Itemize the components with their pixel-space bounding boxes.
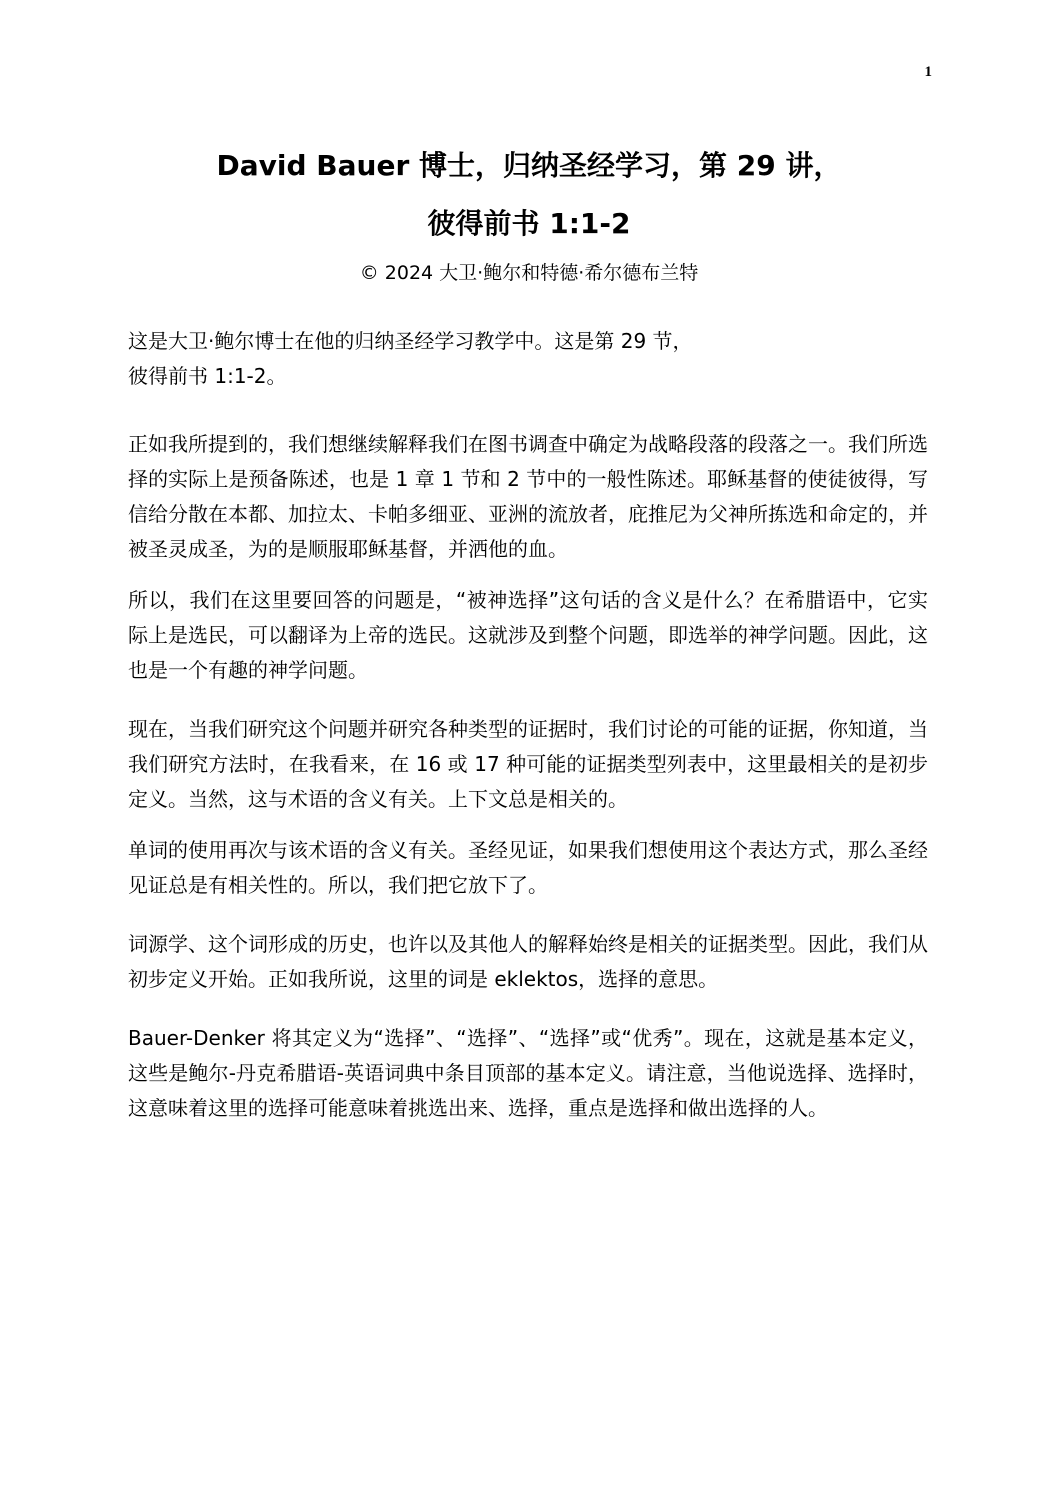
page-number: 1 <box>924 64 932 80</box>
body-paragraph-3: 现在，当我们研究这个问题并研究各种类型的证据时，我们讨论的可能的证据，你知道，当我们研究方法时，在我看来，在 16 或 17 种可能的证据类型列表中，这里最相关的是初步定义。当然，这与术语的含义有关。上下文总是相关的。 <box>128 717 928 811</box>
intro-line-2: 彼得前书 1:1-2。 <box>128 364 287 388</box>
body-paragraph-4: 单词的使用再次与该术语的含义有关。圣经见证，如果我们想使用这个表达方式，那么圣经见证总是有相关性的。所以，我们把它放下了。 <box>128 838 928 897</box>
document-body <box>128 324 928 1142</box>
intro-paragraph <box>128 324 928 394</box>
document-title-line-1: David Bauer 博士，归纳圣经学习，第 29 讲， <box>216 149 842 182</box>
intro-line-1: 这是大卫·鲍尔博士在他的归纳圣经学习教学中。这是第 29 节， <box>128 329 693 353</box>
body-paragraph-5: 词源学、这个词形成的历史，也许以及其他人的解释始终是相关的证据类型。因此，我们从初步定义开始。正如我所说，这里的词是 eklektos，选择的意思。 <box>128 932 928 991</box>
body-paragraph-6: Bauer-Denker 将其定义为“选择”、“选择”、“选择”或“优秀”。现在，这就是基本定义，这些是鲍尔-丹克希腊语-英语词典中条目顶部的基本定义。请注意，当他说选择、选择时，这意味着这里的选择可能意味着挑选出来、选择，重点是选择和做出选择的人。 <box>128 1026 928 1120</box>
copyright-notice: © 2024 大卫·鲍尔和特德·希尔德布兰特 <box>359 262 699 284</box>
body-paragraph-2: 所以，我们在这里要回答的问题是，“被神选择”这句话的含义是什么？在希腊语中，它实际上是选民，可以翻译为上帝的选民。这就涉及到整个问题，即选举的神学问题。因此，这也是一个有趣的神学问题。 <box>128 588 928 682</box>
body-paragraph-1: 正如我所提到的，我们想继续解释我们在图书调查中确定为战略段落的段落之一。我们所选择的实际上是预备陈述，也是 1 章 1 节和 2 节中的一般性陈述。耶稣基督的使徒彼得，写信给分散在本都、加拉太、卡帕多细亚、亚洲的流放者，庇推尼为父神所拣选和命定的，并被圣灵成圣，为的是顺服耶稣基督，并洒他的血。 <box>128 432 928 561</box>
document-title-line-2: 彼得前书 1:1-2 <box>427 207 631 240</box>
